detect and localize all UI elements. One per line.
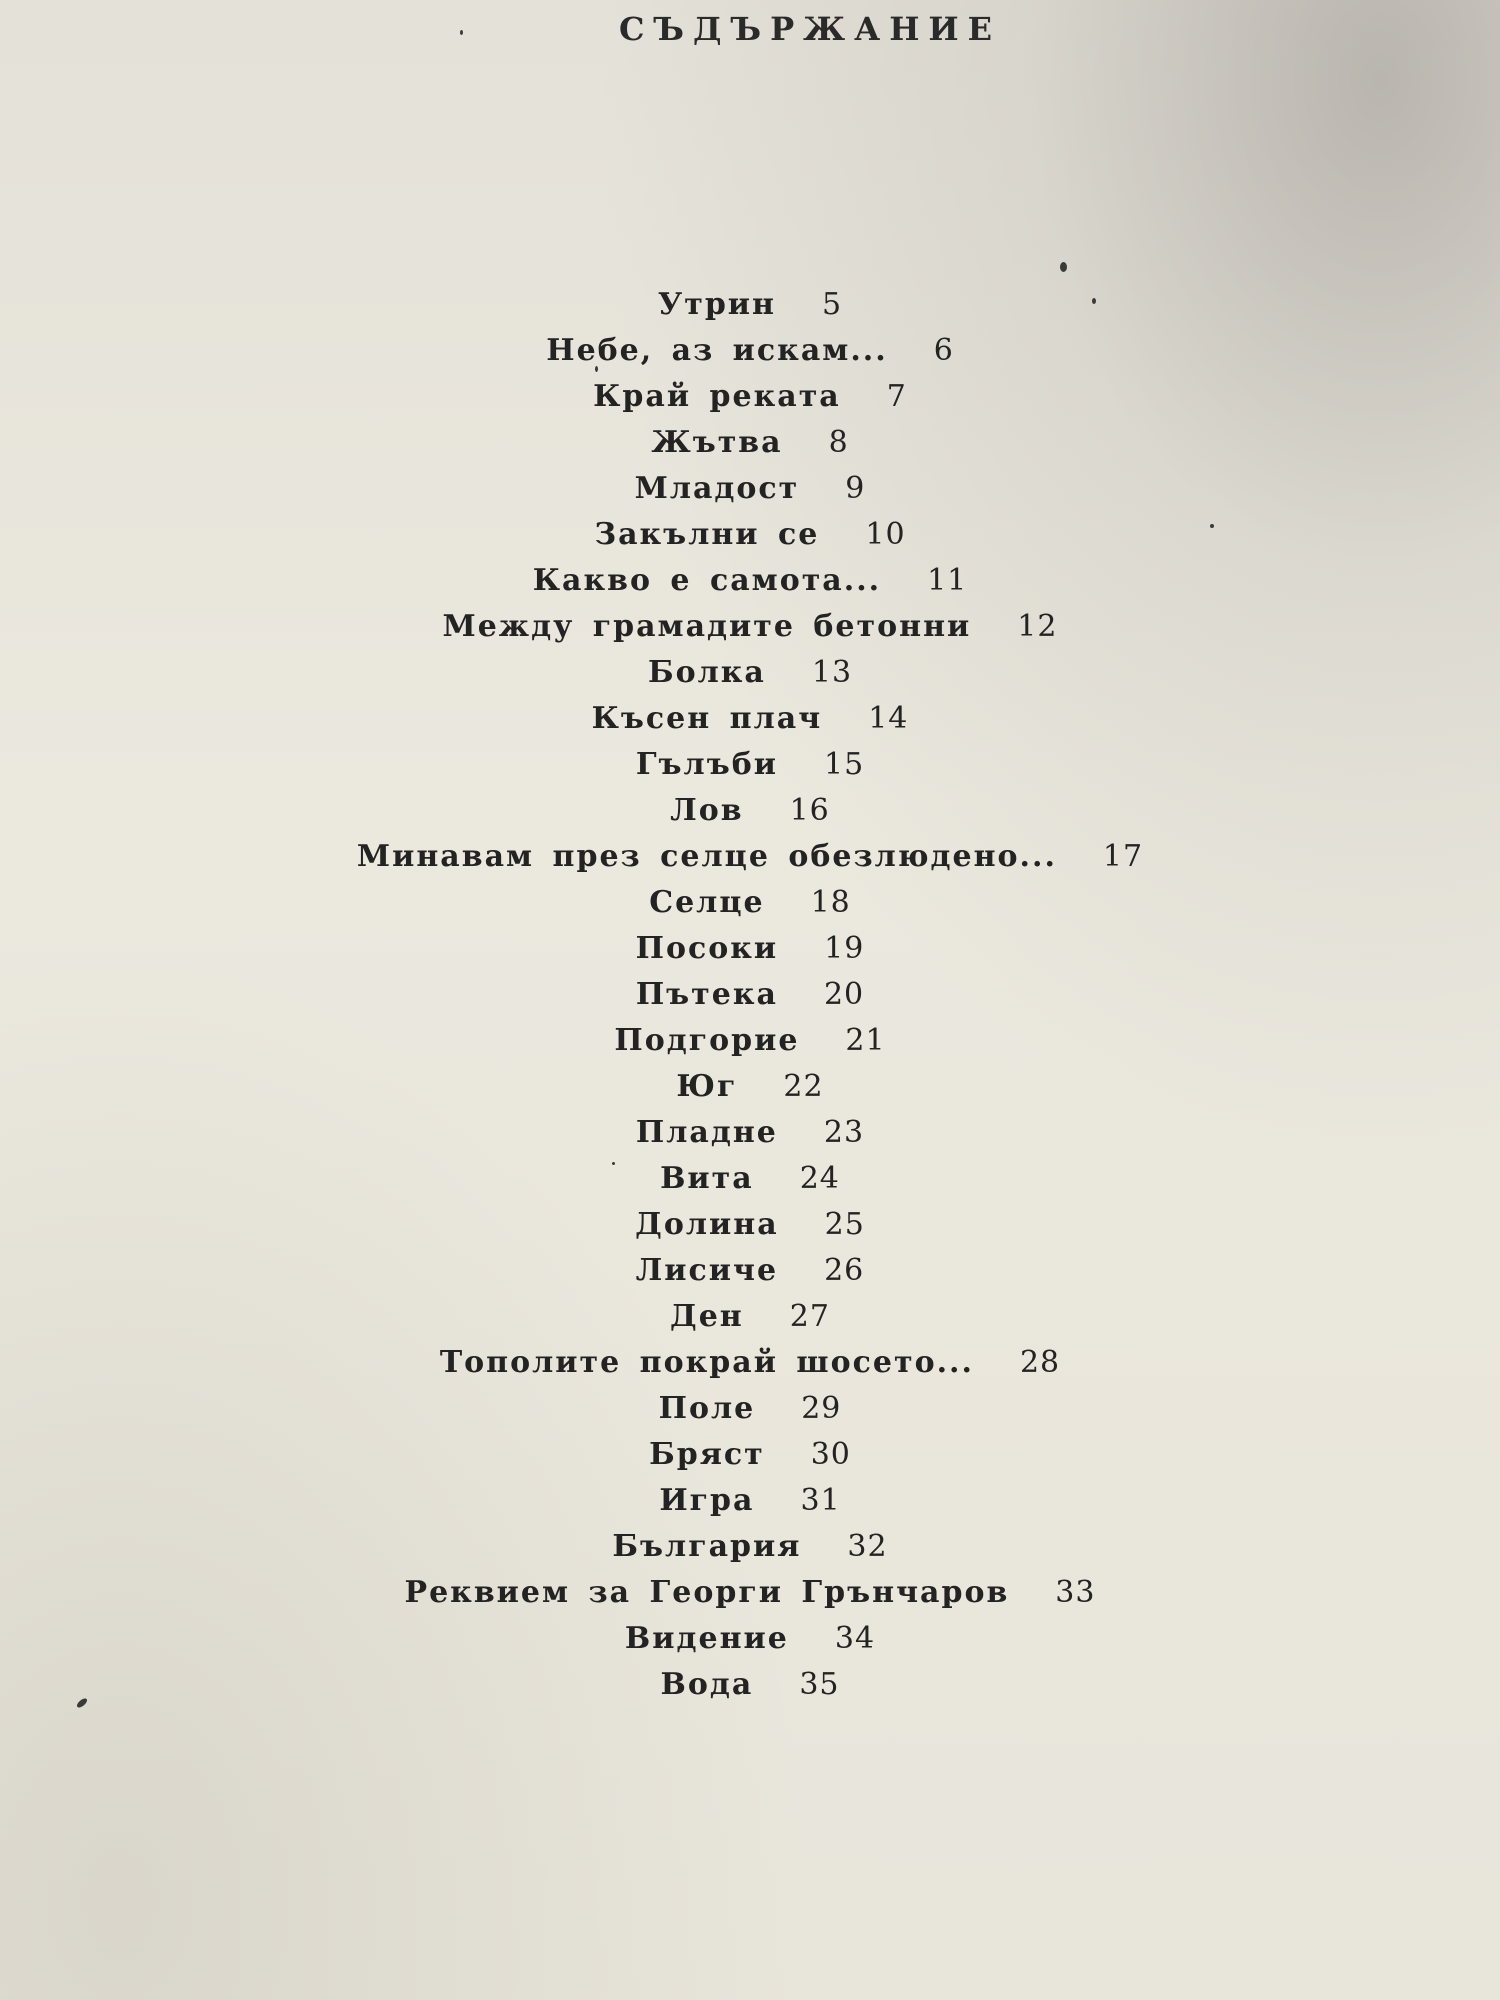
toc-entry-title: Утрин bbox=[657, 287, 777, 322]
toc-entry-page-number: 13 bbox=[811, 655, 853, 690]
toc-entry bbox=[0, 972, 1500, 1018]
toc-entry bbox=[0, 1570, 1500, 1616]
toc-entry-title: Вита bbox=[660, 1161, 754, 1196]
toc-entry-page-number: 20 bbox=[823, 977, 865, 1012]
toc-entry bbox=[0, 1064, 1500, 1110]
toc-entry bbox=[0, 834, 1500, 880]
toc-entry-title: Юг bbox=[676, 1069, 738, 1104]
toc-entry bbox=[0, 1340, 1500, 1386]
toc-entry bbox=[0, 512, 1500, 558]
toc-entry-page-number: 14 bbox=[868, 701, 909, 736]
toc-entry-page-number: 5 bbox=[822, 287, 843, 322]
toc-entry-title: Гълъби bbox=[635, 747, 778, 782]
toc-entry-page-number: 34 bbox=[834, 1621, 876, 1656]
toc-entry-page-number: 28 bbox=[1019, 1345, 1061, 1380]
toc-entry-title: Пътека bbox=[635, 977, 778, 1012]
toc-entry-title: Закълни се bbox=[594, 517, 820, 552]
toc-entry-title: Бряст bbox=[649, 1437, 765, 1472]
toc-entry-page-number: 26 bbox=[824, 1253, 865, 1288]
toc-entry-page-number: 25 bbox=[824, 1207, 865, 1242]
toc-entry bbox=[0, 1156, 1500, 1202]
toc-entry-page-number: 8 bbox=[828, 425, 849, 460]
toc-entry bbox=[0, 328, 1500, 374]
toc-entry bbox=[0, 1616, 1500, 1662]
toc-entry-title: Между грамадите бетонни bbox=[442, 609, 972, 644]
toc-entry-page-number: 10 bbox=[865, 517, 906, 552]
toc-entry-page-number: 24 bbox=[799, 1161, 840, 1196]
toc-entry bbox=[0, 1432, 1500, 1478]
toc-entry-page-number: 19 bbox=[824, 931, 865, 966]
toc-entry bbox=[0, 1524, 1500, 1570]
toc-entry-title: Ден bbox=[670, 1299, 744, 1334]
toc-entry bbox=[0, 742, 1500, 788]
toc-entry bbox=[0, 1018, 1500, 1064]
toc-entry-title: Вода bbox=[660, 1667, 754, 1702]
toc-entry-title: България bbox=[612, 1529, 802, 1564]
toc-entry-page-number: 6 bbox=[933, 333, 954, 368]
toc-entry-title: Лов bbox=[670, 793, 744, 828]
toc-entry-title: Какво е самота... bbox=[532, 563, 882, 598]
toc-entry-title: Късен плач bbox=[591, 701, 823, 736]
toc-entry-title: Болка bbox=[647, 655, 766, 690]
page-title: СЪДЪРЖАНИЕ bbox=[618, 10, 1002, 48]
toc-entry bbox=[0, 1386, 1500, 1432]
table-of-contents bbox=[0, 282, 1500, 1708]
toc-entry-page-number: 18 bbox=[810, 885, 851, 920]
toc-entry bbox=[0, 696, 1500, 742]
toc-entry bbox=[0, 1248, 1500, 1294]
toc-entry-title: Долина bbox=[635, 1207, 779, 1242]
toc-entry-title: Пладне bbox=[635, 1115, 778, 1150]
toc-entry-title: Подгорие bbox=[614, 1023, 800, 1058]
toc-entry-title: Лисиче bbox=[635, 1253, 779, 1288]
toc-entry-title: Поле bbox=[658, 1391, 756, 1426]
toc-entry-page-number: 9 bbox=[845, 471, 866, 506]
toc-entry-title: Небе, аз искам... bbox=[546, 333, 888, 368]
toc-entry-page-number: 27 bbox=[789, 1299, 830, 1334]
toc-entry-title: Селце bbox=[649, 885, 765, 920]
toc-entry-title: Край реката bbox=[593, 379, 841, 414]
toc-entry-title: Младост bbox=[634, 471, 800, 506]
toc-entry bbox=[0, 282, 1500, 328]
toc-entry-page-number: 22 bbox=[783, 1069, 824, 1104]
toc-entry bbox=[0, 466, 1500, 512]
toc-entry bbox=[0, 650, 1500, 696]
toc-entry bbox=[0, 1202, 1500, 1248]
toc-entry bbox=[0, 1294, 1500, 1340]
toc-entry bbox=[0, 880, 1500, 926]
toc-entry-page-number: 15 bbox=[823, 747, 865, 782]
toc-entry-page-number: 17 bbox=[1102, 839, 1144, 874]
toc-entry-page-number: 30 bbox=[810, 1437, 851, 1472]
toc-entry-title: Видение bbox=[624, 1621, 789, 1656]
toc-entry-title: Тополите покрай шосето... bbox=[439, 1345, 974, 1380]
toc-entry-title: Игра bbox=[659, 1483, 755, 1518]
toc-entry bbox=[0, 1110, 1500, 1156]
toc-entry bbox=[0, 1662, 1500, 1708]
toc-entry-title: Минавам през селце обезлюдено... bbox=[356, 839, 1057, 874]
toc-entry bbox=[0, 788, 1500, 834]
toc-entry bbox=[0, 1478, 1500, 1524]
toc-entry-page-number: 21 bbox=[845, 1023, 886, 1058]
toc-entry bbox=[0, 420, 1500, 466]
toc-entry-page-number: 31 bbox=[800, 1483, 841, 1518]
toc-entry-page-number: 29 bbox=[801, 1391, 842, 1426]
toc-entry-page-number: 23 bbox=[823, 1115, 865, 1150]
toc-entry-page-number: 11 bbox=[927, 563, 968, 598]
toc-entry bbox=[0, 926, 1500, 972]
toc-entry-title: Посоки bbox=[635, 931, 779, 966]
toc-entry-page-number: 32 bbox=[847, 1529, 888, 1564]
toc-entry-page-number: 16 bbox=[789, 793, 830, 828]
toc-entry bbox=[0, 558, 1500, 604]
toc-entry bbox=[0, 374, 1500, 420]
toc-entry bbox=[0, 604, 1500, 650]
toc-entry-page-number: 35 bbox=[799, 1667, 840, 1702]
toc-entry-title: Жътва bbox=[651, 425, 783, 460]
toc-entry-page-number: 12 bbox=[1017, 609, 1058, 644]
toc-entry-page-number: 7 bbox=[886, 379, 907, 414]
toc-entry-title: Реквием за Георги Грънчаров bbox=[404, 1575, 1010, 1610]
paper-speck bbox=[1060, 262, 1067, 272]
toc-entry-page-number: 33 bbox=[1055, 1575, 1096, 1610]
